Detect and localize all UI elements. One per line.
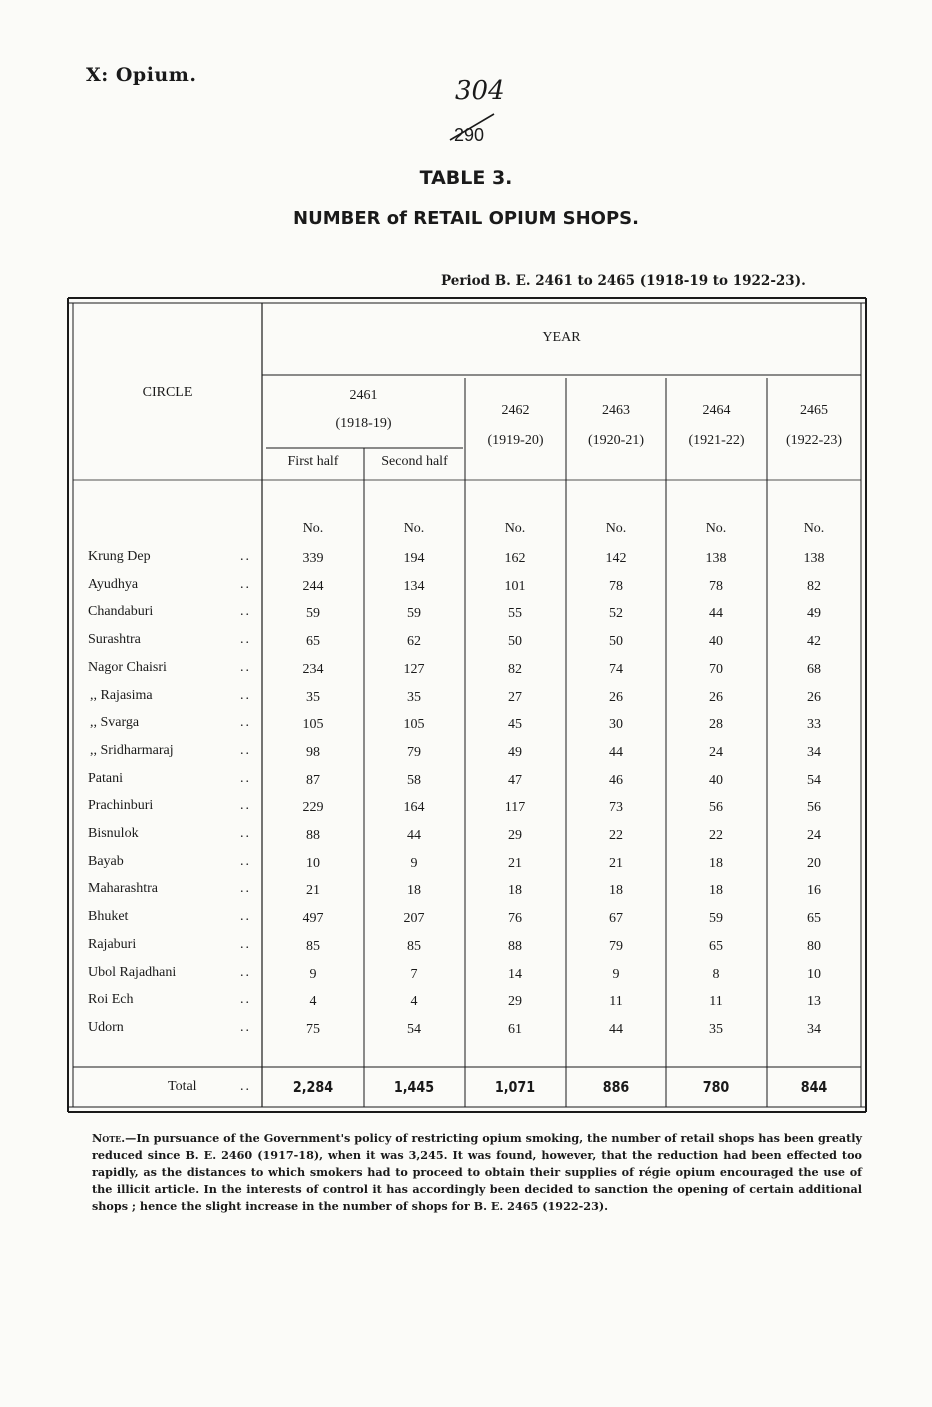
table-cell: 35	[709, 1021, 723, 1037]
table-cell: 67	[609, 911, 623, 927]
leader-dots: ..	[240, 659, 251, 675]
table-cell: 4	[410, 994, 418, 1010]
table-cell: 56	[709, 800, 723, 816]
year-header-ce: (1922-23)	[786, 433, 842, 448]
table-cell: 11	[709, 994, 723, 1010]
table-cell: 88	[508, 938, 522, 954]
circle-name: Patani	[88, 770, 123, 786]
table-cell: 22	[709, 828, 723, 843]
table-cell: 194	[403, 551, 425, 566]
table-cell: 65	[709, 938, 723, 954]
circle-name: Maharashtra	[88, 881, 158, 897]
table-cell: 10	[306, 855, 320, 871]
table-cell: 40	[709, 634, 723, 650]
table-cell: 105	[403, 717, 425, 733]
table-cell: 11	[609, 994, 623, 1010]
unit-label: No.	[302, 521, 324, 536]
table-cell: 44	[709, 606, 723, 622]
leader-dots: ..	[240, 936, 251, 952]
table-cell: 207	[403, 911, 425, 927]
table-cell: 9	[410, 855, 418, 871]
table-cell: 85	[306, 938, 320, 954]
table-cell: 50	[609, 634, 623, 650]
table-cell: 244	[302, 578, 324, 594]
table-cell: 42	[807, 634, 821, 650]
table-cell: 49	[807, 606, 821, 622]
table-cell: 101	[504, 578, 526, 594]
table-cell: 78	[609, 578, 623, 594]
table-cell: 54	[807, 772, 821, 788]
table-cell: 79	[407, 744, 421, 760]
table-cell: 497	[302, 911, 324, 927]
table-cell: 76	[508, 911, 522, 927]
table-cell: 164	[403, 800, 425, 816]
table-cell: 44	[609, 1021, 623, 1037]
leader-dots: ..	[240, 604, 251, 620]
leader-dots: ..	[240, 1079, 251, 1094]
table-cell: 54	[407, 1021, 421, 1037]
table-cell: 65	[807, 911, 821, 927]
total-cell: 780	[702, 1078, 730, 1096]
circle-name: ,, Svarga	[90, 715, 140, 731]
leader-dots: ..	[240, 770, 251, 786]
table-cell: 18	[508, 883, 522, 899]
year-header: YEAR	[542, 330, 581, 345]
table-cell: 61	[508, 1021, 522, 1037]
year-header-ce: (1919-20)	[487, 433, 544, 448]
table-cell: 10	[807, 966, 821, 982]
table-cell: 70	[709, 661, 723, 677]
leader-dots: ..	[240, 687, 251, 703]
table-cell: 80	[807, 938, 821, 954]
leader-dots: ..	[240, 881, 251, 897]
table-cell: 22	[609, 828, 623, 843]
period-line: Period B. E. 2461 to 2465 (1918-19 to 1922-23).	[441, 273, 806, 289]
leader-dots: ..	[240, 576, 251, 592]
total-cell: 1,445	[393, 1078, 435, 1096]
circle-name: Krung Dep	[88, 549, 151, 564]
year-header-ce: (1920-21)	[588, 433, 644, 448]
table-cell: 26	[709, 689, 723, 705]
year-header-ce: (1921-22)	[688, 433, 745, 448]
table-cell: 138	[705, 551, 727, 566]
circle-name: Chandaburi	[88, 604, 154, 620]
total-cell: 844	[800, 1078, 828, 1096]
table-cell: 35	[306, 689, 320, 705]
total-cell: 886	[602, 1078, 630, 1096]
year-header-be: 2465	[800, 403, 828, 418]
table-cell: 98	[306, 744, 320, 760]
table-cell: 58	[407, 772, 421, 788]
table-cell: 40	[709, 772, 723, 788]
leader-dots: ..	[240, 549, 251, 564]
table-cell: 18	[709, 855, 723, 871]
table-cell: 46	[609, 772, 623, 788]
leader-dots: ..	[240, 742, 251, 758]
table-cell: 127	[403, 661, 425, 677]
table-cell: 142	[605, 551, 627, 566]
year-2461-ce: (1918-19)	[335, 416, 392, 431]
section-label: X: Opium.	[86, 64, 197, 86]
table-subtitle: NUMBER of RETAIL OPIUM SHOPS.	[293, 208, 639, 229]
circle-name: Rajaburi	[88, 936, 137, 952]
unit-label: No.	[504, 521, 526, 536]
note-label: Note.	[92, 1131, 126, 1145]
table-cell: 52	[609, 606, 623, 622]
table-cell: 78	[709, 578, 723, 594]
table-cell: 21	[306, 883, 320, 899]
circle-name: Bayab	[88, 853, 124, 869]
table-cell: 9	[612, 966, 620, 982]
table-cell: 21	[609, 855, 623, 871]
table-cell: 16	[807, 883, 821, 899]
table-title: TABLE 3.	[419, 167, 513, 189]
table-cell: 13	[807, 994, 821, 1010]
table-cell: 30	[609, 717, 623, 733]
table-cell: 229	[302, 800, 324, 816]
table-cell: 9	[309, 966, 317, 982]
circle-name: Surashtra	[88, 632, 141, 648]
table-cell: 26	[609, 689, 623, 705]
table-cell: 75	[306, 1021, 320, 1037]
leader-dots: ..	[240, 798, 251, 814]
table-cell: 82	[807, 578, 821, 594]
note-text: —In pursuance of the Government's policy of restricting opium smoking, the number of retail shops has been greatly reduced since B. E. 2460 (1917-18), when it was 3,245. It was found, however, that the reduction had been effected too rapidly, as the distances to which smokers had to proceed to obtain their supplies of régie opium encouraged the use of the illicit article. In the interests of control it has accordingly been decided to sanction the opening of certain additional shops ; hence the slight increase in the number of shops for B. E. 2465 (1922-23).	[92, 1131, 862, 1213]
table-cell: 24	[709, 744, 723, 760]
table-cell: 134	[403, 578, 425, 594]
table-cell: 85	[407, 938, 421, 954]
total-label: Total	[168, 1079, 197, 1094]
table-cell: 339	[302, 551, 324, 566]
table-cell: 45	[508, 717, 522, 733]
table-cell: 74	[609, 661, 623, 677]
circle-name: Bhuket	[88, 909, 129, 925]
table-cell: 50	[508, 634, 522, 650]
table-cell: 14	[508, 966, 522, 982]
table-cell: 33	[807, 717, 821, 733]
table-cell: 79	[609, 938, 623, 954]
year-header-be: 2463	[602, 403, 630, 418]
table-cell: 21	[508, 855, 522, 871]
table-cell: 28	[709, 717, 723, 733]
table-cell: 34	[807, 744, 821, 760]
table-cell: 27	[508, 689, 522, 705]
year-header-be: 2462	[501, 403, 530, 418]
table-cell: 34	[807, 1021, 821, 1037]
unit-label: No.	[605, 521, 627, 536]
circle-name: Udorn	[88, 1019, 124, 1035]
table-cell: 49	[508, 744, 522, 760]
table-cell: 18	[709, 883, 723, 899]
table-cell: 59	[407, 606, 421, 622]
leader-dots: ..	[240, 909, 251, 925]
leader-dots: ..	[240, 632, 251, 648]
leader-dots: ..	[240, 964, 251, 980]
table-cell: 68	[807, 661, 821, 677]
circle-name: Roi Ech	[88, 992, 134, 1008]
table-cell: 59	[306, 606, 320, 622]
table-cell: 162	[504, 551, 526, 566]
table-cell: 29	[508, 828, 522, 843]
unit-label: No.	[403, 521, 425, 536]
table-cell: 8	[712, 966, 720, 982]
circle-name: ,, Rajasima	[90, 687, 153, 703]
table-cell: 55	[508, 606, 522, 622]
circle-name: Bisnulok	[88, 826, 139, 841]
circle-name: Nagor Chaisri	[88, 659, 167, 675]
circle-name: Prachinburi	[88, 798, 154, 814]
leader-dots: ..	[240, 826, 251, 841]
table-cell: 35	[407, 689, 421, 705]
leader-dots: ..	[240, 853, 251, 869]
footnote	[92, 1130, 862, 1215]
second-half-header: Second half	[381, 454, 448, 469]
table-cell: 4	[309, 994, 317, 1010]
table-cell: 26	[807, 689, 821, 705]
table-cell: 62	[407, 634, 421, 650]
table-cell: 29	[508, 994, 522, 1010]
table-cell: 105	[302, 717, 324, 733]
table-cell: 82	[508, 661, 522, 677]
unit-label: No.	[803, 521, 825, 536]
table-cell: 234	[302, 661, 324, 677]
leader-dots: ..	[240, 992, 251, 1008]
circle-name: ,, Sridharmaraj	[90, 742, 174, 758]
table-cell: 44	[407, 828, 421, 843]
unit-label: No.	[705, 521, 727, 536]
table-cell: 88	[306, 828, 320, 843]
table-cell: 47	[508, 772, 522, 788]
year-2461: 2461	[349, 388, 378, 403]
table-cell: 117	[504, 800, 526, 816]
circle-name: Ubol Rajadhani	[88, 964, 177, 980]
handwritten-page-number: 304	[455, 76, 505, 106]
year-header-be: 2464	[702, 403, 731, 418]
table-cell: 59	[709, 911, 723, 927]
table-cell: 20	[807, 855, 821, 871]
table-cell: 44	[609, 744, 623, 760]
total-cell: 1,071	[494, 1078, 536, 1096]
leader-dots: ..	[240, 1019, 251, 1035]
total-cell: 2,284	[292, 1078, 334, 1096]
circle-header: CIRCLE	[142, 385, 193, 400]
table-cell: 18	[609, 883, 623, 899]
table-cell: 56	[807, 800, 821, 816]
old-page-number: 290	[454, 125, 485, 145]
table-cell: 65	[306, 634, 320, 650]
leader-dots: ..	[240, 715, 251, 731]
table-cell: 18	[407, 883, 421, 899]
table-cell: 138	[803, 551, 825, 566]
table-cell: 7	[410, 966, 418, 982]
table-cell: 24	[807, 828, 821, 843]
table-cell: 87	[306, 772, 320, 788]
circle-name: Ayudhya	[88, 576, 139, 592]
table-cell: 73	[609, 800, 623, 816]
first-half-header: First half	[287, 454, 339, 469]
